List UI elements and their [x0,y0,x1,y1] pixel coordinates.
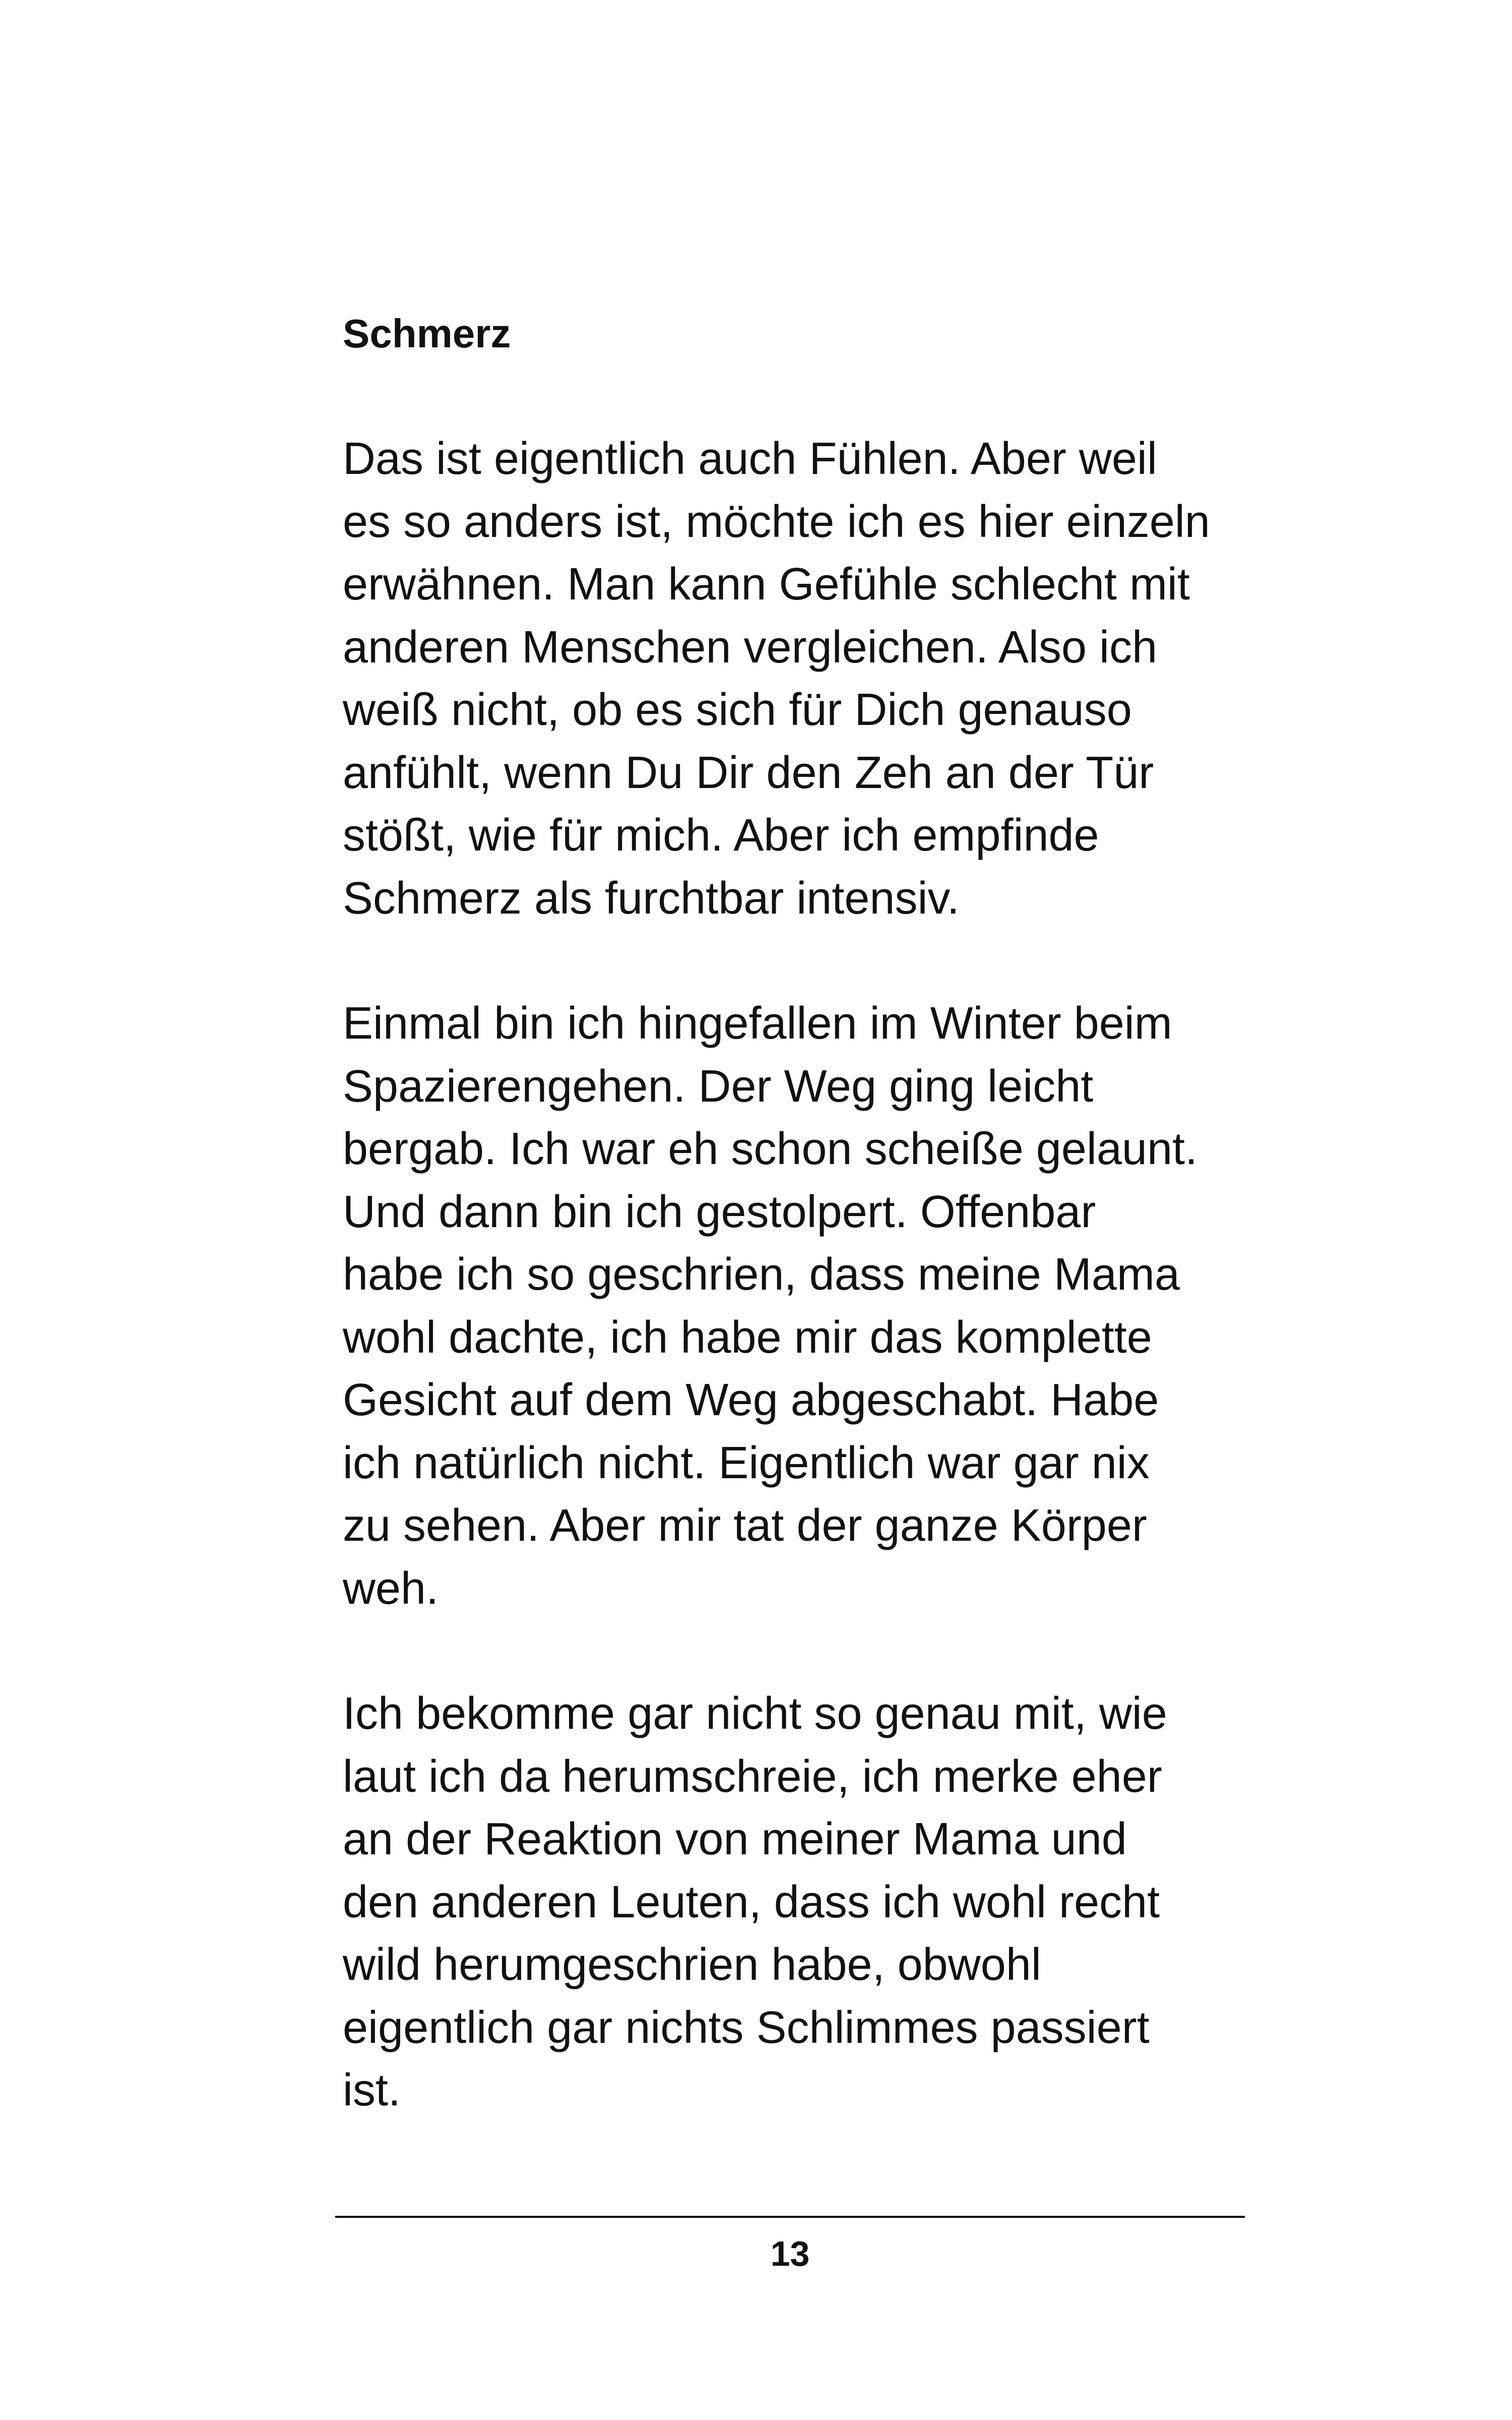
text-line: laut ich da herumschreie, ich merke eher [343,1751,1162,1802]
spacer [343,365,1250,428]
text-line: habe ich so geschrien, dass meine Mama [343,1249,1180,1300]
text-line: Einmal bin ich hingefallen im Winter beim [343,998,1172,1049]
paragraph-2 [343,992,1250,1620]
spacer [343,930,1250,992]
text-line: erwähnen. Man kann Gefühle schlecht mit [343,559,1190,610]
text-line: eigentlich gar nichts Schlimmes passiert [343,2002,1150,2053]
text-line: weiß nicht, ob es sich für Dich genauso [343,685,1132,735]
text-line: es so anders ist, möchte ich es hier einzeln [343,496,1210,547]
text-line: ist. [343,2065,401,2115]
text-line: an der Reaktion von meiner Mama und [343,1814,1127,1864]
text-line: wild herumgeschrien habe, obwohl [343,1940,1041,1990]
text-line: ich natürlich nicht. Eigentlich war gar nix [343,1437,1150,1488]
text-line: Und dann bin ich gestolpert. Offenbar [343,1186,1096,1237]
footer-divider [335,2216,1245,2218]
text-line: Ich bekomme gar nicht so genau mit, wie [343,1688,1167,1739]
text-line: den anderen Leuten, dass ich wohl recht [343,1877,1160,1927]
text-line: stößt, wie für mich. Aber ich empfinde [343,810,1099,861]
text-line: wohl dachte, ich habe mir das komplette [343,1312,1152,1363]
paragraph-1 [343,428,1250,930]
text-line: Spazierengehen. Der Weg ging leicht [343,1061,1094,1112]
text-line: anderen Menschen vergleichen. Also ich [343,622,1158,673]
section-heading: Schmerz [343,311,511,356]
text-line: zu sehen. Aber mir tat der ganze Körper [343,1500,1147,1551]
text-line: bergab. Ich war eh schon scheiße gelaunt. [343,1124,1198,1174]
page-number: 13 [770,2234,810,2273]
text-line: Gesicht auf dem Weg abgeschabt. Habe [343,1375,1159,1425]
text-line: Schmerz als furchtbar intensiv. [343,873,960,924]
paragraph-3 [343,1682,1250,2122]
text-line: Das ist eigentlich auch Fühlen. Aber weil [343,434,1157,484]
spacer [343,1620,1250,1682]
text-line: anfühlt, wenn Du Dir den Zeh an der Tür [343,747,1154,798]
text-line: weh. [343,1563,439,1614]
page-content [343,302,1250,2122]
